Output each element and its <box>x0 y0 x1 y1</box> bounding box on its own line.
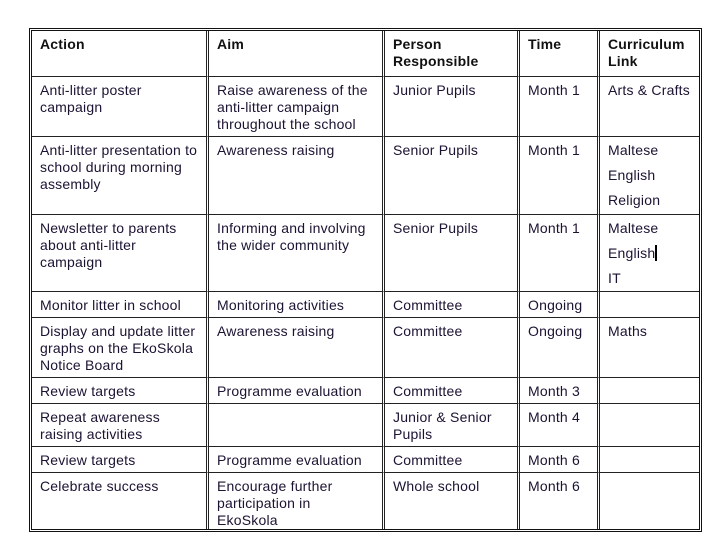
cell-aim: Awareness raising <box>206 317 382 377</box>
cell-aim: Awareness raising <box>206 136 382 214</box>
cell-person: Junior & Senior Pupils <box>382 403 517 446</box>
table-row <box>32 136 699 214</box>
curriculum-subject: Maltese <box>608 142 659 158</box>
cell-curriculum-link <box>597 403 699 446</box>
cell-person: Committee <box>382 377 517 403</box>
cell-curriculum-link <box>597 214 699 291</box>
curriculum-subject: English <box>608 167 656 183</box>
cell-person: Junior Pupils <box>382 76 517 136</box>
curriculum-subject: Maltese <box>608 220 659 236</box>
header-time: Time <box>517 31 597 76</box>
cell-person: Senior Pupils <box>382 214 517 291</box>
cell-curriculum-link <box>597 76 699 136</box>
cell-curriculum-link <box>597 317 699 377</box>
cell-curriculum-link <box>597 136 699 214</box>
cell-time: Ongoing <box>517 291 597 317</box>
curriculum-subject: Religion <box>608 192 661 208</box>
curriculum-subject: IT <box>608 270 621 286</box>
curriculum-subject: English <box>608 245 656 261</box>
header-row <box>32 31 699 76</box>
header-curriculum-link: Curriculum Link <box>597 31 699 76</box>
text-cursor <box>655 245 657 261</box>
header-aim: Aim <box>206 31 382 76</box>
cell-action: Anti-litter presentation to school during morning assembly <box>32 136 206 214</box>
cell-person: Senior Pupils <box>382 136 517 214</box>
action-plan-table-frame <box>29 28 702 532</box>
cell-person: Committee <box>382 446 517 472</box>
header-person-responsible: Person Responsible <box>382 31 517 76</box>
cell-person: Committee <box>382 291 517 317</box>
cell-action: Review targets <box>32 446 206 472</box>
table-row <box>32 446 699 472</box>
cell-action: Newsletter to parents about anti-litter campaign <box>32 214 206 291</box>
cell-aim: Raise awareness of the anti-litter campaign throughout the school <box>206 76 382 136</box>
cell-curriculum-link <box>597 291 699 317</box>
cell-action: Monitor litter in school <box>32 291 206 317</box>
curriculum-subject: Maths <box>608 323 648 339</box>
action-plan-table <box>32 31 699 529</box>
cell-time: Ongoing <box>517 317 597 377</box>
cell-action: Repeat awareness raising activities <box>32 403 206 446</box>
cell-curriculum-link <box>597 472 699 529</box>
table-row <box>32 76 699 136</box>
cell-curriculum-link <box>597 446 699 472</box>
cell-time: Month 6 <box>517 472 597 529</box>
cell-time: Month 1 <box>517 76 597 136</box>
cell-action: Celebrate success <box>32 472 206 529</box>
cell-time: Month 1 <box>517 136 597 214</box>
cell-time: Month 4 <box>517 403 597 446</box>
table-row <box>32 317 699 377</box>
cell-time: Month 1 <box>517 214 597 291</box>
table-row <box>32 377 699 403</box>
cell-time: Month 3 <box>517 377 597 403</box>
header-action: Action <box>40 36 85 52</box>
cell-time: Month 6 <box>517 446 597 472</box>
cell-aim <box>206 403 382 446</box>
cell-action: Review targets <box>32 377 206 403</box>
cell-person: Whole school <box>382 472 517 529</box>
cell-aim: Programme evaluation <box>206 446 382 472</box>
table-row <box>32 472 699 529</box>
curriculum-subject: Arts & Crafts <box>608 82 690 98</box>
cell-aim: Encourage further participation in EkoSkola <box>206 472 382 529</box>
cell-aim: Monitoring activities <box>206 291 382 317</box>
table-row <box>32 291 699 317</box>
cell-action: Anti-litter poster campaign <box>32 76 206 136</box>
cell-aim: Programme evaluation <box>206 377 382 403</box>
cell-person: Committee <box>382 317 517 377</box>
cell-aim: Informing and involving the wider community <box>206 214 382 291</box>
table-row <box>32 403 699 446</box>
table-row <box>32 214 699 291</box>
cell-curriculum-link <box>597 377 699 403</box>
cell-action: Display and update litter graphs on the EkoSkola Notice Board <box>32 317 206 377</box>
